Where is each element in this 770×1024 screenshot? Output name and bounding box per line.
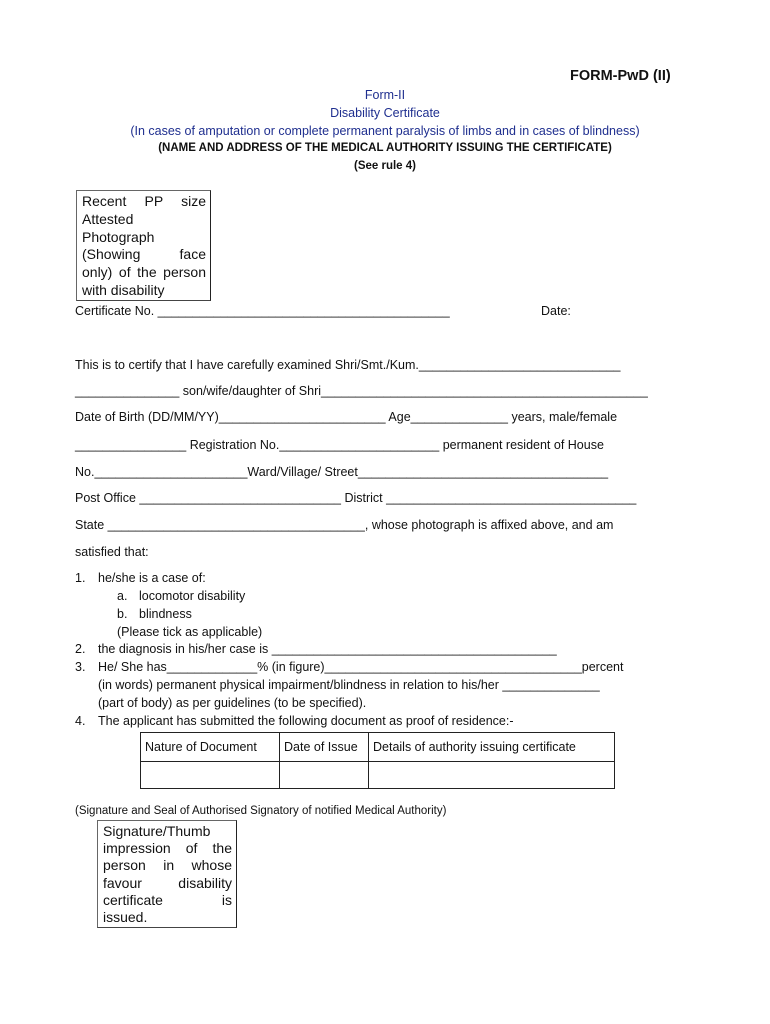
diagnosis-field[interactable]: the diagnosis in his/her case is _________________________________________: [98, 642, 557, 656]
photo-box-line: (Showing face: [82, 246, 206, 263]
dob-age-line[interactable]: Date of Birth (DD/MM/YY)________________________ Age______________ years, male/female: [75, 410, 618, 424]
form-code: FORM-PwD (II): [570, 68, 671, 84]
address-line[interactable]: No.______________________Ward/Village/ Street____________________________________: [75, 465, 609, 479]
table-row: [141, 762, 615, 789]
item-number: 3.: [75, 660, 86, 674]
item-letter: a.: [117, 589, 128, 603]
column-header: Details of authority issuing certificate: [369, 733, 615, 762]
examined-person-line[interactable]: This is to certify that I have carefully examined Shri/Smt./Kum._____________________________: [75, 358, 621, 372]
impairment-percent-field[interactable]: He/ She has_____________% (in figure)_____________________________________percent: [98, 660, 624, 674]
certificate-number-field[interactable]: Certificate No. __________________________________________: [75, 304, 450, 318]
impairment-words-line[interactable]: (in words) permanent physical impairment/blindness in relation to his/her ______________: [98, 678, 600, 692]
authority-details-cell[interactable]: [369, 762, 615, 789]
thumb-box-line: favour disability: [103, 874, 232, 891]
column-header: Nature of Document: [141, 733, 280, 762]
satisfied-line: satisfied that:: [75, 545, 149, 559]
thumb-box-line: certificate is: [103, 891, 232, 908]
tick-note: (Please tick as applicable): [117, 625, 263, 639]
document-title: Disability Certificate: [330, 106, 440, 120]
signature-note: (Signature and Seal of Authorised Signatory of notified Medical Authority): [75, 805, 447, 817]
authority-heading: (NAME AND ADDRESS OF THE MEDICAL AUTHORITY ISSUING THE CERTIFICATE): [158, 142, 612, 154]
post-office-district-line[interactable]: Post Office _____________________________ District ____________________________________: [75, 491, 637, 505]
item-number: 2.: [75, 642, 86, 656]
photo-box-line: Photograph: [82, 228, 155, 245]
item-case-of: he/she is a case of:: [98, 571, 206, 585]
state-line[interactable]: State _____________________________________, whose photograph is affixed above, and am: [75, 518, 614, 532]
residence-proof-line: The applicant has submitted the following document as proof of residence:-: [98, 714, 514, 728]
thumb-box-line: issued.: [103, 909, 148, 926]
thumb-impression-box[interactable]: [97, 820, 237, 928]
photo-placeholder: [76, 190, 211, 301]
thumb-box-line: Signature/Thumb: [103, 823, 211, 839]
relation-line[interactable]: _______________ son/wife/daughter of Shri_______________________________________________: [75, 384, 648, 398]
photo-box-line: Attested: [82, 210, 134, 227]
document-subtitle: (In cases of amputation or complete permanent paralysis of limbs and in cases of blindness): [130, 124, 640, 138]
document-nature-cell[interactable]: [141, 762, 280, 789]
photo-box-line: Recent PP size: [82, 193, 206, 209]
thumb-box-line: person in whose: [103, 857, 232, 874]
date-of-issue-cell[interactable]: [280, 762, 369, 789]
column-header: Date of Issue: [280, 733, 369, 762]
item-number: 4.: [75, 714, 86, 728]
guidelines-line: (part of body) as per guidelines (to be specified).: [98, 696, 367, 710]
rule-reference: (See rule 4): [354, 160, 416, 172]
photo-box-line: with disability: [82, 281, 165, 298]
table-header-row: [141, 733, 615, 762]
photo-box-line: only) of the person: [82, 264, 206, 281]
registration-line[interactable]: ________________ Registration No._______________________ permanent resident of House: [75, 438, 604, 452]
option-blindness[interactable]: blindness: [139, 607, 192, 621]
thumb-box-line: impression of the: [103, 840, 232, 857]
item-letter: b.: [117, 607, 128, 621]
option-locomotor-disability[interactable]: locomotor disability: [139, 589, 246, 603]
date-field[interactable]: Date:: [541, 304, 571, 318]
item-number: 1.: [75, 571, 86, 585]
residence-document-table: [140, 732, 615, 789]
form-number: Form-II: [364, 88, 406, 102]
